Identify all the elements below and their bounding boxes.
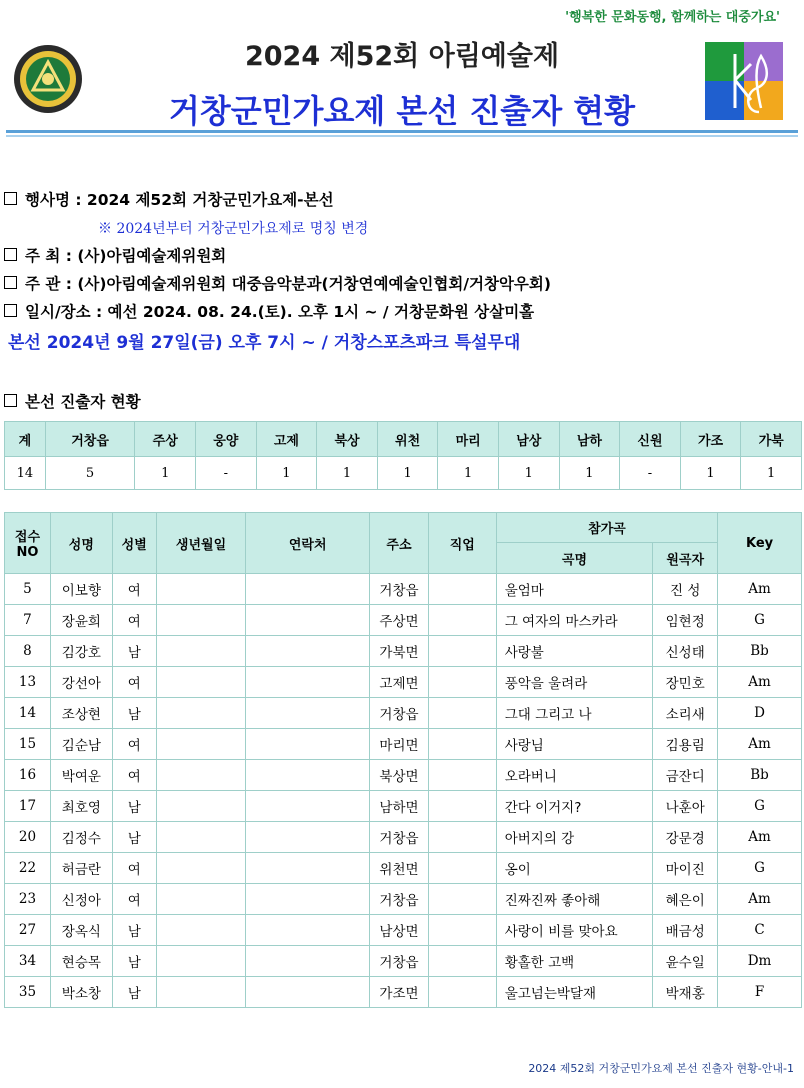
- row-gender: 여: [112, 853, 156, 884]
- row-no: 17: [5, 791, 51, 822]
- row-job: [428, 946, 496, 977]
- row-singer: 진 성: [653, 574, 718, 605]
- header-rule: [6, 130, 798, 133]
- row-gender: 여: [112, 884, 156, 915]
- table-row: [5, 698, 802, 729]
- row-birth: [156, 884, 246, 915]
- row-singer: 신성태: [653, 636, 718, 667]
- row-job: [428, 791, 496, 822]
- row-birth: [156, 574, 246, 605]
- row-contact: [246, 729, 370, 760]
- header-birth: 생년월일: [156, 513, 246, 574]
- summary-header: 가조: [680, 422, 741, 457]
- info-note: ※ 2024년부터 거창군민가요제로 명칭 변경: [98, 221, 369, 237]
- row-contact: [246, 636, 370, 667]
- row-no: 34: [5, 946, 51, 977]
- row-key: Am: [718, 667, 802, 698]
- summary-header: 마리: [438, 422, 499, 457]
- row-song: 사랑불: [496, 636, 653, 667]
- summary-header: 고제: [256, 422, 317, 457]
- row-birth: [156, 729, 246, 760]
- row-key: G: [718, 853, 802, 884]
- row-gender: 여: [112, 729, 156, 760]
- row-song: 사랑이 비를 맞아요: [496, 915, 653, 946]
- row-address: 거창읍: [370, 574, 429, 605]
- row-name: 장윤희: [50, 605, 112, 636]
- checkbox-square: [4, 394, 17, 407]
- row-song: 그 여자의 마스카라: [496, 605, 653, 636]
- summary-header: 거창읍: [45, 422, 135, 457]
- row-birth: [156, 605, 246, 636]
- row-key: Am: [718, 729, 802, 760]
- row-contact: [246, 791, 370, 822]
- header-address: 주소: [370, 513, 429, 574]
- summary-value-row: [5, 457, 802, 490]
- row-key: G: [718, 605, 802, 636]
- row-address: 주상면: [370, 605, 429, 636]
- row-gender: 여: [112, 760, 156, 791]
- row-birth: [156, 760, 246, 791]
- row-no: 15: [5, 729, 51, 760]
- row-gender: 여: [112, 605, 156, 636]
- row-song: 울엄마: [496, 574, 653, 605]
- table-row: [5, 605, 802, 636]
- info-schedule: 일시/장소 : 예선 2024. 08. 24.(토). 오후 1시 ~ / 거창문화원 상살미홀: [4, 300, 534, 322]
- row-address: 남하면: [370, 791, 429, 822]
- checkbox-square: [4, 304, 17, 317]
- row-no: 27: [5, 915, 51, 946]
- row-singer: 장민호: [653, 667, 718, 698]
- row-no: 13: [5, 667, 51, 698]
- row-singer: 배금성: [653, 915, 718, 946]
- header-contact: 연락처: [246, 513, 370, 574]
- summary-header-row: [5, 422, 802, 457]
- row-gender: 여: [112, 574, 156, 605]
- row-job: [428, 760, 496, 791]
- row-singer: 나훈아: [653, 791, 718, 822]
- summary-header: 웅양: [196, 422, 257, 457]
- row-job: [428, 915, 496, 946]
- row-job: [428, 884, 496, 915]
- row-no: 16: [5, 760, 51, 791]
- row-no: 8: [5, 636, 51, 667]
- table-row: [5, 853, 802, 884]
- title-line1: 2024 제52회 아림예술제: [244, 41, 560, 72]
- row-no: 22: [5, 853, 51, 884]
- row-address: 가북면: [370, 636, 429, 667]
- table-row: [5, 977, 802, 1008]
- row-birth: [156, 791, 246, 822]
- row-gender: 남: [112, 698, 156, 729]
- row-name: 현승목: [50, 946, 112, 977]
- summary-value: 1: [559, 457, 620, 490]
- row-key: Am: [718, 822, 802, 853]
- row-singer: 금잔디: [653, 760, 718, 791]
- row-name: 강선아: [50, 667, 112, 698]
- row-gender: 남: [112, 791, 156, 822]
- row-birth: [156, 977, 246, 1008]
- row-singer: 윤수일: [653, 946, 718, 977]
- summary-value: 1: [498, 457, 559, 490]
- table-row: [5, 822, 802, 853]
- row-singer: 김용림: [653, 729, 718, 760]
- row-birth: [156, 698, 246, 729]
- arim-logo: [705, 42, 783, 120]
- row-song: 오라버니: [496, 760, 653, 791]
- summary-header: 가북: [741, 422, 802, 457]
- row-song: 진짜진짜 좋아해: [496, 884, 653, 915]
- row-address: 북상면: [370, 760, 429, 791]
- table-row: [5, 791, 802, 822]
- row-gender: 남: [112, 915, 156, 946]
- finalists-table: [4, 512, 802, 1008]
- summary-header: 위천: [377, 422, 438, 457]
- summary-header: 주상: [135, 422, 196, 457]
- row-key: Am: [718, 884, 802, 915]
- row-gender: 여: [112, 667, 156, 698]
- row-address: 거창읍: [370, 946, 429, 977]
- row-birth: [156, 946, 246, 977]
- row-gender: 남: [112, 636, 156, 667]
- checkbox-square: [4, 248, 17, 261]
- row-job: [428, 667, 496, 698]
- summary-header: 신원: [620, 422, 681, 457]
- row-name: 장옥식: [50, 915, 112, 946]
- header-rule-light: [6, 135, 798, 137]
- table-row: [5, 915, 802, 946]
- info-organizer: 주 관 : (사)아림예술제위원회 대중음악분과(거창연예예술인협회/거창악우회): [4, 272, 551, 294]
- summary-table: [4, 421, 802, 490]
- row-no: 7: [5, 605, 51, 636]
- summary-value: 1: [438, 457, 499, 490]
- row-job: [428, 729, 496, 760]
- checkbox-square: [4, 192, 17, 205]
- row-name: 김순남: [50, 729, 112, 760]
- row-name: 최호영: [50, 791, 112, 822]
- row-song: 간다 이거지?: [496, 791, 653, 822]
- summary-value: 1: [741, 457, 802, 490]
- info-event: 행사명 : 2024 제52회 거창군민가요제-본선: [4, 188, 334, 210]
- row-job: [428, 698, 496, 729]
- summary-value: 1: [256, 457, 317, 490]
- row-key: Bb: [718, 636, 802, 667]
- row-song: 울고넘는박달재: [496, 977, 653, 1008]
- row-key: F: [718, 977, 802, 1008]
- row-contact: [246, 605, 370, 636]
- header-singer: 원곡자: [653, 543, 718, 574]
- title-line2: 거창군민가요제 본선 진출자 현황: [168, 92, 636, 130]
- page-footer: 2024 제52회 거창군민가요제 본선 진출자 현황-안내-1: [528, 1062, 794, 1075]
- table-row: [5, 729, 802, 760]
- row-no: 20: [5, 822, 51, 853]
- row-contact: [246, 698, 370, 729]
- row-key: G: [718, 791, 802, 822]
- row-name: 김강호: [50, 636, 112, 667]
- row-job: [428, 977, 496, 1008]
- summary-value: -: [620, 457, 681, 490]
- row-job: [428, 574, 496, 605]
- row-address: 가조면: [370, 977, 429, 1008]
- row-contact: [246, 915, 370, 946]
- row-no: 23: [5, 884, 51, 915]
- row-address: 거창읍: [370, 884, 429, 915]
- row-name: 허금란: [50, 853, 112, 884]
- row-address: 고제면: [370, 667, 429, 698]
- summary-header: 남하: [559, 422, 620, 457]
- row-birth: [156, 636, 246, 667]
- summary-header: 계: [5, 422, 46, 457]
- row-key: C: [718, 915, 802, 946]
- header-key: Key: [718, 513, 802, 574]
- table-row: [5, 884, 802, 915]
- table-row: [5, 667, 802, 698]
- row-key: D: [718, 698, 802, 729]
- header-job: 직업: [428, 513, 496, 574]
- row-song: 사랑님: [496, 729, 653, 760]
- row-song: 아버지의 강: [496, 822, 653, 853]
- row-key: Bb: [718, 760, 802, 791]
- summary-value: -: [196, 457, 257, 490]
- row-name: 박소창: [50, 977, 112, 1008]
- row-job: [428, 605, 496, 636]
- row-no: 5: [5, 574, 51, 605]
- row-singer: 박재홍: [653, 977, 718, 1008]
- row-singer: 강문경: [653, 822, 718, 853]
- row-contact: [246, 760, 370, 791]
- row-contact: [246, 853, 370, 884]
- row-contact: [246, 977, 370, 1008]
- row-name: 조상현: [50, 698, 112, 729]
- row-singer: 소리새: [653, 698, 718, 729]
- summary-value: 5: [45, 457, 135, 490]
- row-address: 거창읍: [370, 822, 429, 853]
- summary-header: 북상: [317, 422, 378, 457]
- row-address: 거창읍: [370, 698, 429, 729]
- row-contact: [246, 667, 370, 698]
- row-song: 풍악을 울려라: [496, 667, 653, 698]
- summary-header: 남상: [498, 422, 559, 457]
- row-contact: [246, 946, 370, 977]
- row-contact: [246, 884, 370, 915]
- row-song: 옹이: [496, 853, 653, 884]
- row-address: 마리면: [370, 729, 429, 760]
- row-gender: 남: [112, 946, 156, 977]
- summary-value: 1: [135, 457, 196, 490]
- row-job: [428, 822, 496, 853]
- summary-value: 14: [5, 457, 46, 490]
- row-singer: 혜은이: [653, 884, 718, 915]
- slogan: '행복한 문화동행, 함께하는 대중가요': [565, 10, 780, 25]
- row-birth: [156, 822, 246, 853]
- row-address: 남상면: [370, 915, 429, 946]
- summary-value: 1: [317, 457, 378, 490]
- summary-value: 1: [680, 457, 741, 490]
- row-birth: [156, 853, 246, 884]
- header-song: 곡명: [496, 543, 653, 574]
- info-final: 본선 2024년 9월 27일(금) 오후 7시 ~ / 거창스포츠파크 특설무대: [8, 333, 521, 353]
- header-song-group: 참가곡: [496, 513, 717, 543]
- row-name: 박여운: [50, 760, 112, 791]
- table-row: [5, 636, 802, 667]
- row-birth: [156, 915, 246, 946]
- section-title: 본선 진출자 현황: [4, 390, 141, 412]
- row-contact: [246, 822, 370, 853]
- row-key: Am: [718, 574, 802, 605]
- row-job: [428, 636, 496, 667]
- row-song: 그대 그리고 나: [496, 698, 653, 729]
- row-no: 14: [5, 698, 51, 729]
- checkbox-square: [4, 276, 17, 289]
- row-birth: [156, 667, 246, 698]
- table-row: [5, 760, 802, 791]
- row-gender: 남: [112, 822, 156, 853]
- row-song: 황홀한 고백: [496, 946, 653, 977]
- row-name: 신정아: [50, 884, 112, 915]
- row-address: 위천면: [370, 853, 429, 884]
- table-row: [5, 574, 802, 605]
- row-singer: 마이진: [653, 853, 718, 884]
- row-contact: [246, 574, 370, 605]
- header-name: 성명: [50, 513, 112, 574]
- row-no: 35: [5, 977, 51, 1008]
- header-no: 접수 NO: [5, 513, 51, 574]
- summary-value: 1: [377, 457, 438, 490]
- row-job: [428, 853, 496, 884]
- row-gender: 남: [112, 977, 156, 1008]
- info-host: 주 최 : (사)아림예술제위원회: [4, 244, 226, 266]
- row-name: 이보향: [50, 574, 112, 605]
- row-singer: 임현정: [653, 605, 718, 636]
- table-row: [5, 946, 802, 977]
- row-name: 김정수: [50, 822, 112, 853]
- header-gender: 성별: [112, 513, 156, 574]
- row-key: Dm: [718, 946, 802, 977]
